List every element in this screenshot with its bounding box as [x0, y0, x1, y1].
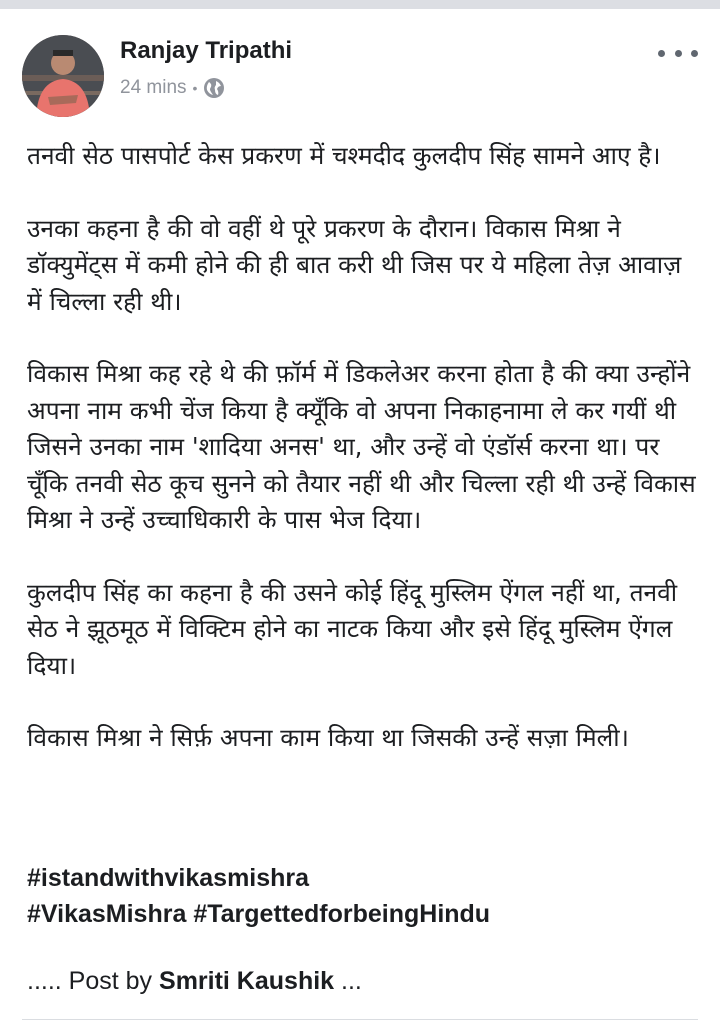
more-horizontal-icon	[691, 50, 698, 57]
post-paragraph: विकास मिश्रा कह रहे थे की फ़ॉर्म में डिकलेअर करना होता है की क्या उन्होंने अपना नाम कभी चेंज किया है क्यूँकि वो अपना निकाहनामा ले कर गयीं थी जिसने उनका नाम 'शादिया अनस' था, और उन्हें वो एंडॉर्स करना था। पर चूँकि तनवी सेठ कूच सुनने को तैयार नहीं थी और चिल्ला रही थी उन्हें विकास मिश्रा ने उन्हें उच्चाधिकारी के पास भेज दिया।	[27, 359, 696, 534]
hashtag-link[interactable]: #VikasMishra	[27, 900, 187, 928]
post-meta	[120, 77, 225, 99]
post-credit	[27, 967, 362, 996]
post-divider	[22, 1019, 698, 1020]
credit-name[interactable]: Smriti Kaushik	[159, 967, 335, 995]
meta-separator: •	[192, 80, 198, 96]
more-horizontal-icon	[675, 50, 682, 57]
author-name[interactable]: Ranjay Tripathi	[120, 37, 293, 64]
more-horizontal-icon	[658, 50, 665, 57]
globe-icon[interactable]	[203, 77, 225, 99]
hashtag-link[interactable]: #TargettedforbeingHindu	[193, 900, 491, 928]
post-paragraph: तनवी सेठ पासपोर्ट केस प्रकरण में चश्मदीद कुलदीप सिंह सामने आए है।	[27, 141, 661, 170]
post-paragraph: उनका कहना है की वो वहीं थे पूरे प्रकरण के दौरान। विकास मिश्रा ने डॉक्युमेंट्स में कमी होने की ही बात करी थी जिस पर ये महिला तेज़ आवाज़ में चिल्ला रही थी।	[27, 213, 682, 316]
hashtag-link[interactable]: #istandwithvikasmishra	[27, 864, 310, 892]
timestamp[interactable]: 24 mins	[120, 77, 187, 98]
hashtags	[27, 860, 697, 932]
more-options-button[interactable]	[658, 41, 698, 65]
avatar[interactable]	[22, 35, 104, 117]
credit-prefix: ..... Post by	[27, 967, 153, 995]
post-body	[27, 138, 697, 793]
credit-suffix: ...	[341, 967, 362, 995]
post-paragraph: कुलदीप सिंह का कहना है की उसने कोई हिंदू मुस्लिम ऐंगल नहीं था, तनवी सेठ ने झूठमूठ में विक्टिम होने का नाटक किया और इसे हिंदू मुस्लिम ऐंगल दिया।	[27, 577, 678, 680]
post-header	[22, 31, 698, 121]
post-paragraph: विकास मिश्रा ने सिर्फ़ अपना काम किया था जिसकी उन्हें सज़ा मिली।	[27, 723, 629, 752]
top-bar	[0, 0, 720, 9]
